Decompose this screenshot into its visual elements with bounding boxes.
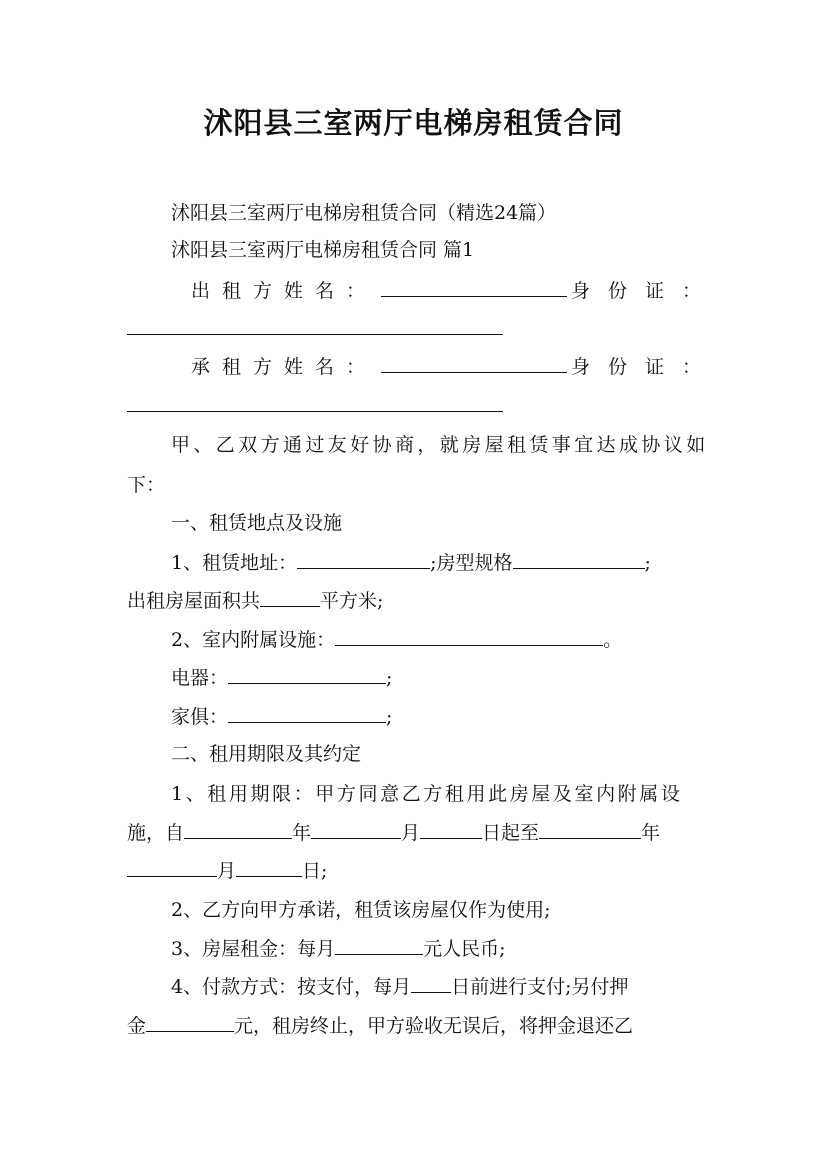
deposit-label: 金 [127, 1015, 147, 1037]
area-label: 出租房屋面积共 [127, 590, 261, 612]
furniture-line [127, 704, 745, 730]
deposit-text: 元，租房终止，甲方验收无误后，将押金退还乙 [234, 1015, 634, 1037]
year-label-2: 年 [641, 822, 661, 844]
rent-unit: 元人民币; [423, 938, 506, 960]
end-month-blank [127, 858, 217, 877]
intro-line-2: 下： [127, 474, 166, 496]
document-subtitle: 沭阳县三室两厅电梯房租赁合同（精选24篇） [171, 202, 557, 224]
furniture-end: ; [386, 706, 393, 728]
clause2-item4 [127, 974, 745, 1000]
facilities-blank [335, 627, 603, 646]
lessor-name-label: 出租方姓名： [191, 280, 378, 302]
room-type-label: ;房型规格 [430, 552, 513, 574]
payment-text: 日前进行支付;另付押 [451, 976, 629, 998]
month-label-1: 月 [401, 822, 421, 844]
document-title: 沭阳县三室两厅电梯房租赁合同 [203, 106, 624, 140]
payment-label: 4、付款方式：按支付，每月 [171, 976, 412, 998]
clause2-heading: 二、租用期限及其约定 [171, 743, 362, 765]
lessee-id-blank [127, 411, 503, 412]
day-from-label: 日起至 [482, 822, 540, 844]
area-unit: 平方米; [320, 590, 384, 612]
clause1-heading: 一、租赁地点及设施 [171, 512, 343, 534]
deposit-blank [146, 1013, 234, 1032]
start-day-blank [420, 820, 482, 839]
address-label: 1、租赁地址： [171, 552, 298, 574]
term-from-label: 施，自 [127, 822, 185, 844]
lessee-name-blank [381, 354, 567, 373]
clause2-item1-line1: 1、租用期限：甲方同意乙方租用此房屋及室内附属设 [171, 783, 683, 805]
clause2-item1-line2 [127, 820, 701, 846]
address-blank [297, 550, 430, 569]
rent-blank [335, 936, 423, 955]
appliance-blank [228, 665, 386, 684]
lessee-row [127, 354, 719, 380]
facilities-label: 2、室内附属设施： [171, 629, 336, 651]
appliance-label: 电器： [171, 667, 229, 689]
lessor-name-blank [381, 278, 567, 297]
start-year-blank [184, 820, 292, 839]
room-type-blank [513, 550, 645, 569]
end-day-blank [236, 858, 302, 877]
lessor-id-label: 身份证： [570, 280, 719, 302]
year-label-1: 年 [292, 822, 312, 844]
month-label-2: 月 [217, 860, 237, 882]
furniture-blank [228, 704, 386, 723]
payment-day-blank [411, 974, 451, 993]
lessor-id-blank [127, 334, 503, 335]
clause1-item1-area [127, 588, 701, 614]
clause2-item1-line3 [127, 858, 701, 884]
rent-label: 3、房屋租金：每月 [171, 938, 336, 960]
clause1-item2 [127, 627, 745, 653]
lessee-id-label: 身份证： [570, 356, 719, 378]
clause2-item2: 2、乙方向甲方承诺，租赁该房屋仅作为使用; [171, 899, 551, 921]
intro-line-1: 甲、乙双方通过友好协商，就房屋租赁事宜达成协议如 [171, 434, 709, 456]
start-month-blank [311, 820, 401, 839]
section-heading: 沭阳县三室两厅电梯房租赁合同 篇1 [171, 239, 475, 261]
clause2-item3 [127, 936, 745, 962]
clause1-item1 [127, 550, 745, 576]
furniture-label: 家俱： [171, 706, 229, 728]
end-year-blank [539, 820, 641, 839]
facilities-end: 。 [603, 629, 623, 651]
day-end-label: 日; [302, 860, 328, 882]
room-type-end: ; [644, 552, 651, 574]
lessor-row [127, 278, 719, 304]
appliance-end: ; [386, 667, 393, 689]
clause2-item4-line2 [127, 1013, 701, 1039]
appliance-line [127, 665, 745, 691]
area-blank [260, 588, 320, 607]
lessee-name-label: 承租方姓名： [191, 356, 378, 378]
